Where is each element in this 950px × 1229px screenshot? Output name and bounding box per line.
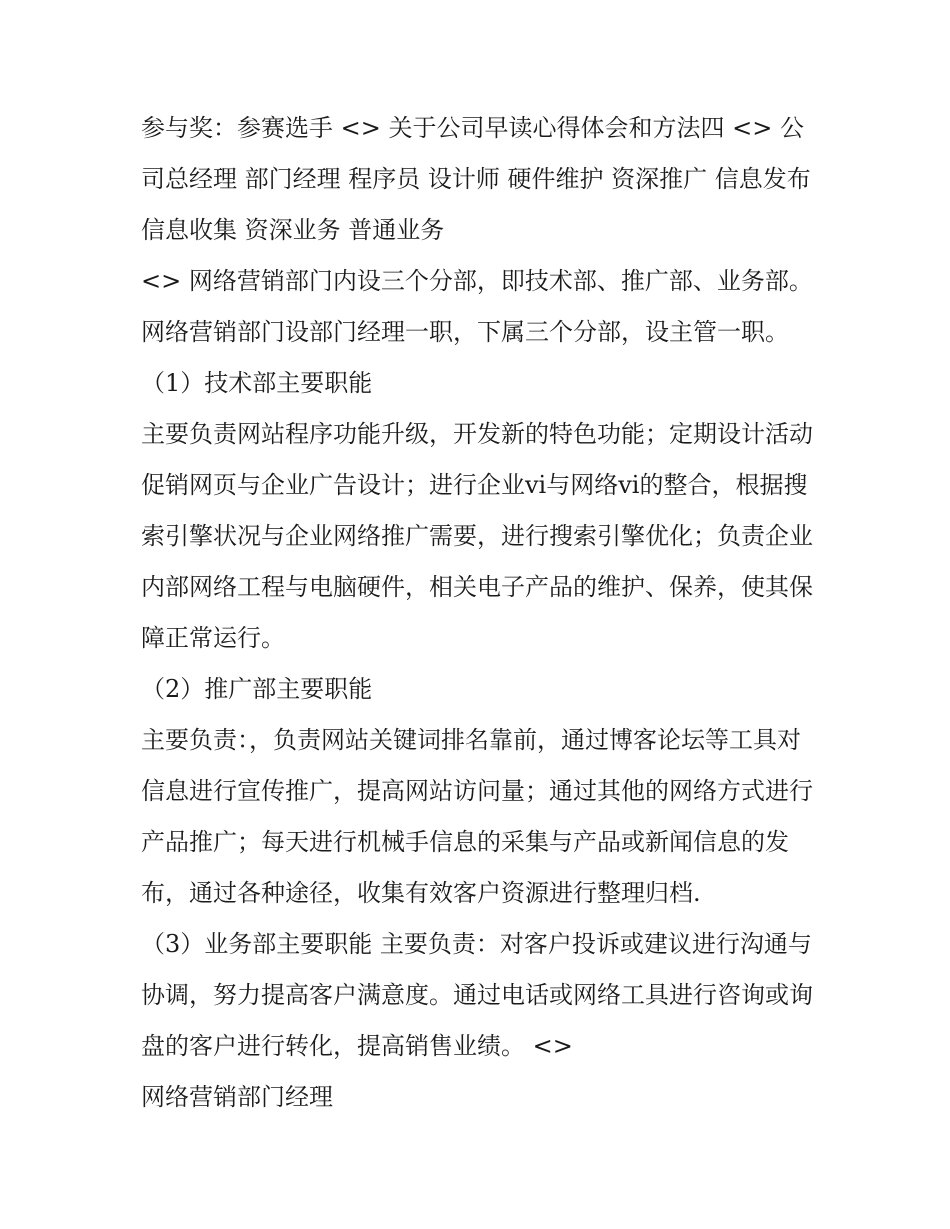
paragraph-department-structure: <> 网络营销部门内设三个分部，即技术部、推广部、业务部。网络营销部门设部门经理一职，下属三个分部，设主管一职。 （1）技术部主要职能 [141, 267, 813, 397]
paragraph-promotion-duties: 主要负责：，负责网站关键词排名靠前，通过博客论坛等工具对信息进行宣传推广，提高网站访问量；通过其他的网络方式进行产品推广；每天进行机械手信息的采集与产品或新闻信息的发布，通过各种途径，收集有效客户资源进行整理归档. [141, 726, 813, 907]
paragraph-awards-org-chart: 参与奖：参赛选手 <> 关于公司早读心得体会和方法四 <> 公司总经理 部门经理 程序员 设计师 硬件维护 资深推广 信息发布 信息收集 资深业务 普通业务 [141, 114, 811, 244]
paragraph-tech-duties: 主要负责网站程序功能升级，开发新的特色功能；定期设计活动促销网页与企业广告设计；进行企业vi与网络vi的整合，根据搜索引擎状况与企业网络推广需要，进行搜索引擎优化；负责企业内部网络工程与电脑硬件，相关电子产品的维护、保养，使其保障正常运行。 [141, 420, 813, 652]
heading-dept-manager: 网络营销部门经理 [141, 1083, 333, 1111]
document-body [141, 103, 816, 1123]
heading-promotion-dept: （2）推广部主要职能 [141, 675, 373, 703]
paragraph-business-duties: （3）业务部主要职能 主要负责：对客户投诉或建议进行沟通与协调，努力提高客户满意度。通过电话或网络工具进行咨询或询盘的客户进行转化，提高销售业绩。 <> [141, 930, 813, 1060]
